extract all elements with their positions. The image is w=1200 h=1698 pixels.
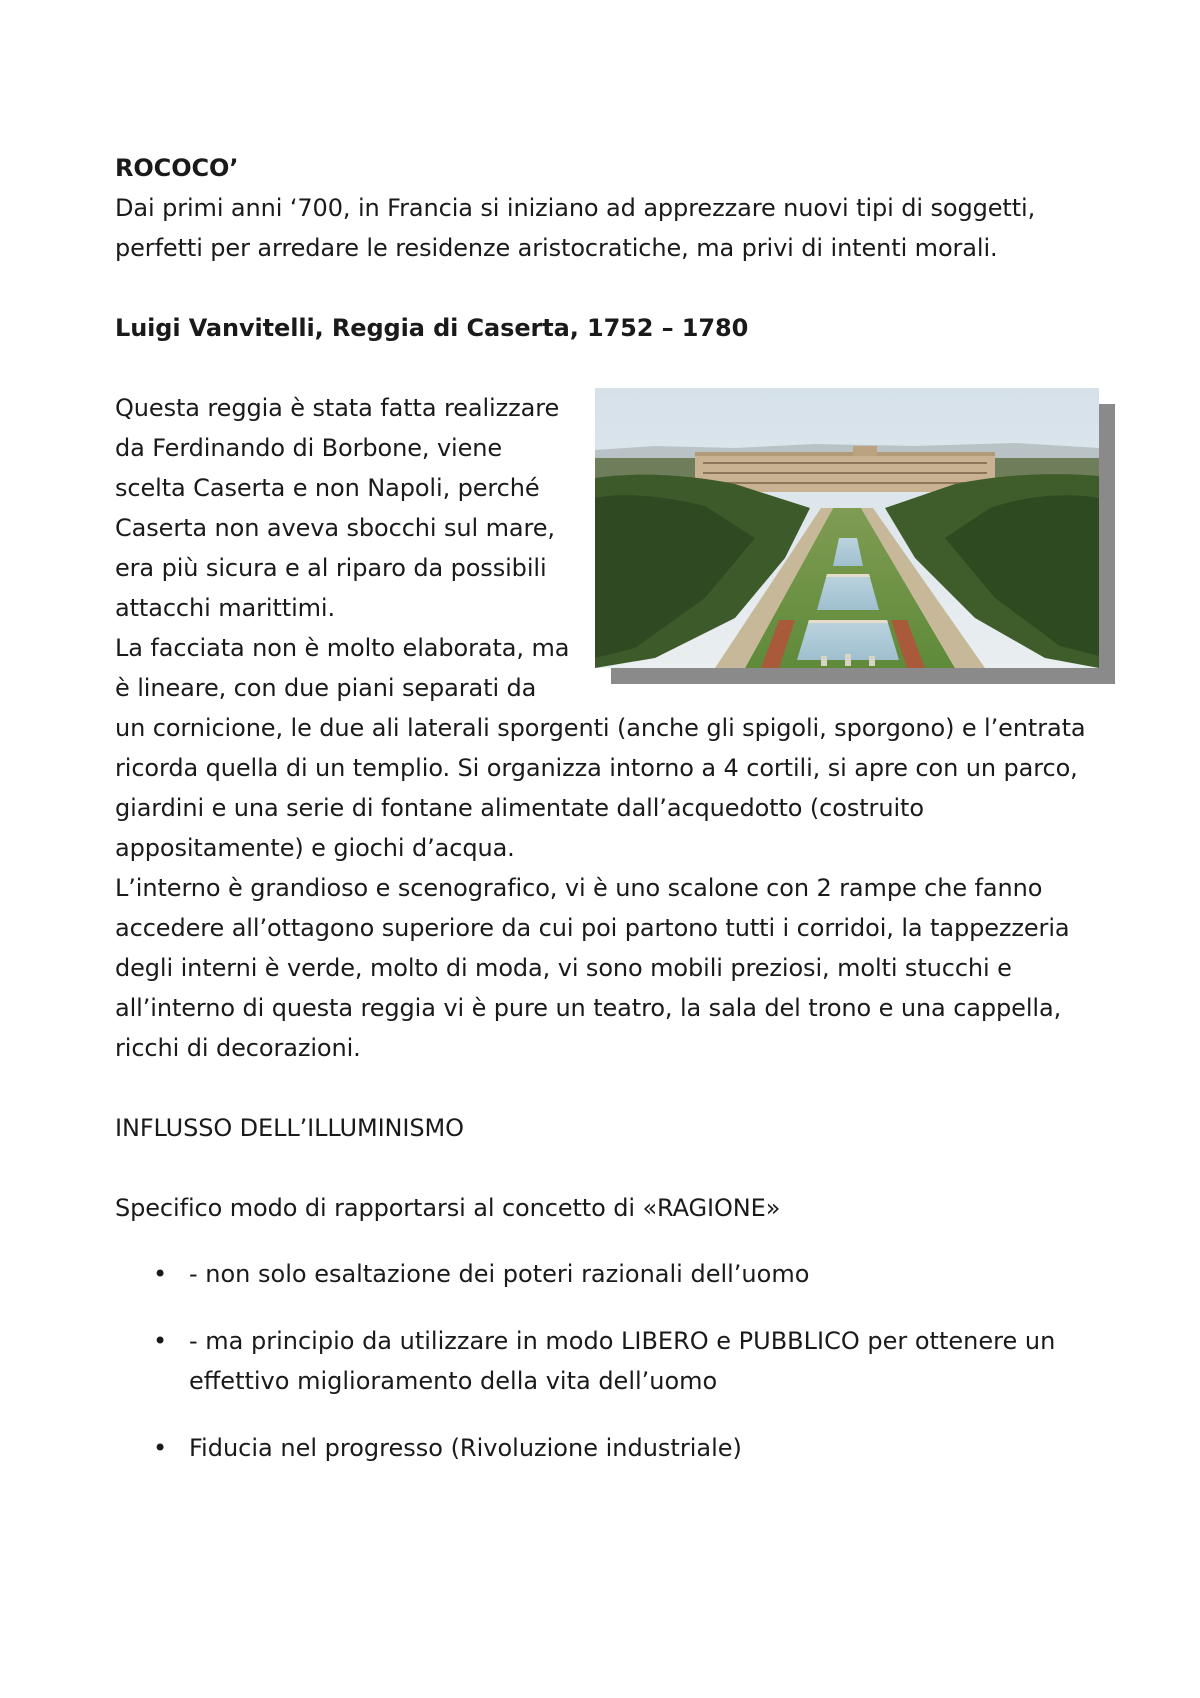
list-item-text: - ma principio da utilizzare in modo LIBERO e PUBBLICO per ottenere un effettivo miglioramento della vita dell’uomo <box>189 1327 1056 1395</box>
rococo-heading: ROCOCO’ <box>115 154 239 182</box>
rococo-intro: Dai primi anni ‘700, in Francia si iniziano ad apprezzare nuovi tipi di soggetti, perfetti per arredare le residenze aristocratiche, ma privi di intenti morali. <box>115 194 1036 262</box>
document-page <box>115 148 1115 1495</box>
reggia-paragraph-2: La facciata non è molto elaborata, ma è lineare, con due piani separati da un cornicione, le due ali laterali sporgenti (anche gli spigoli, sporgono) e l’entrata ricorda quella di un templio. Si organizza intorno a 4 cortili, si apre con un parco, giardini e una serie di fontane alimentate dall’acquedotto (costruito appositamente) e giochi d’acqua. <box>115 634 1086 862</box>
bullet-icon: • <box>153 1260 168 1288</box>
spacer <box>115 348 1115 388</box>
reggia-paragraph-3: L’interno è grandioso e scenografico, vi è uno scalone con 2 rampe che fanno accedere all’ottagono superiore da cui poi partono tutti i corridoi, la tappezzeria degli interni è verde, molto di moda, vi sono mobili preziosi, molti stucchi e all’interno di questa reggia vi è pure un teatro, la sala del trono e una cappella, ricchi di decorazioni. <box>115 874 1070 1062</box>
list-item <box>115 1428 1115 1468</box>
spacer <box>115 268 1115 308</box>
illuminismo-heading: INFLUSSO DELL’ILLUMINISMO <box>115 1114 464 1142</box>
reggia-paragraph-1: Questa reggia è stata fatta realizzare da Ferdinando di Borbone, viene scelta Caserta e non Napoli, perché Caserta non aveva sbocchi sul mare, era più sicura e al riparo da possibili attacchi marittimi. <box>115 394 560 622</box>
bullet-icon: • <box>153 1327 168 1355</box>
illuminismo-bullet-list <box>115 1254 1115 1468</box>
list-item-text: Fiducia nel progresso (Rivoluzione industriale) <box>189 1434 742 1462</box>
list-item <box>115 1254 1115 1294</box>
reggia-title: Luigi Vanvitelli, Reggia di Caserta, 1752 – 1780 <box>115 314 749 342</box>
spacer <box>115 1068 1115 1108</box>
spacer <box>115 1148 1115 1188</box>
bullet-icon: • <box>153 1434 168 1462</box>
list-item <box>115 1321 1115 1401</box>
list-item-text: - non solo esaltazione dei poteri razionali dell’uomo <box>189 1260 810 1288</box>
reggia-caserta-image <box>595 388 1099 668</box>
illuminismo-intro: Specifico modo di rapportarsi al concetto di «RAGIONE» <box>115 1194 781 1222</box>
reggia-photo <box>595 388 1115 684</box>
